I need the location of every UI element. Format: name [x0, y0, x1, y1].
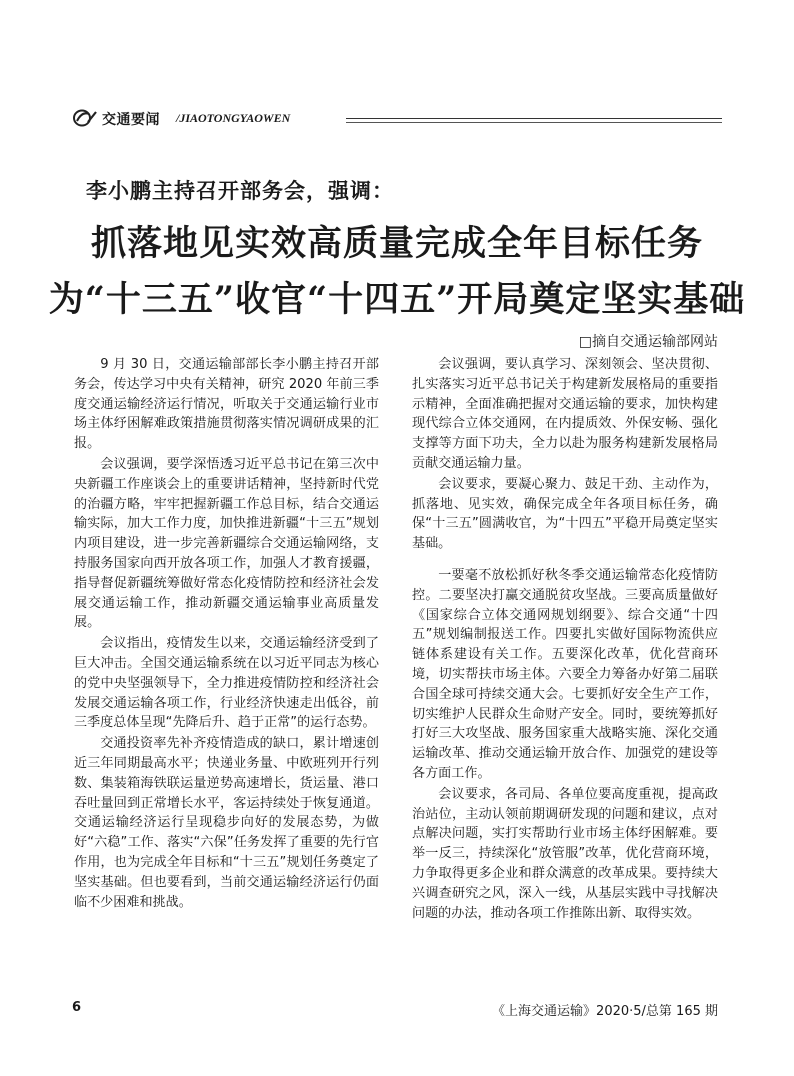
article-source: □摘自交通运输部网站 — [578, 334, 718, 350]
journal-logo-icon — [72, 109, 98, 127]
paragraph: 会议强调，要认真学习、深刻领会、坚决贯彻、扎实落实习近平总书记关于构建新发展格局的重要指示精神，全面准确把握对交通运输的要求，加快构建现代综合立体交通网，在内提质效、外保安畅、强化支撑等方面下功夫，全力以赴为服务构建新发展格局贡献交通运输力量。 — [412, 357, 718, 471]
headline-line-2: 为“十三五”收官“十四五”开局奠定坚实基础 — [48, 279, 746, 320]
paragraph: 会议要求，各司局、各单位要高度重视，提高政治站位，主动认领前期调研发现的问题和建议，点对点解决问题，实打实帮助行业市场主体纾困解难。要举一反三，持续深化“放管服”改革，优化营商环境，力争取得更多企业和群众满意的改革成果。要持续大兴调查研究之风，深入一线，从基层实践中寻找解决问题的办法，推动各项工作推陈出新、取得实效。 — [412, 786, 718, 921]
body-column-right — [412, 355, 718, 923]
header-rule — [346, 118, 722, 119]
paragraph: 会议指出，疫情发生以来，交通运输经济受到了巨大冲击。全国交通运输系统在以习近平同志为核心的党中央坚强领导下，全力推进疫情防控和经济社会发展交通运输各项工作，行业经济快速走出低谷，前三季度总体呈现“先降后升、趋于正常”的运行态势。 — [74, 636, 379, 731]
section-name-english: /JIAOTONGYAOWEN — [176, 111, 291, 125]
section-name: 交通要闻 — [102, 112, 160, 128]
paragraph: 交通投资率先补齐疫情造成的缺口，累计增速创近三年同期最高水平；快递业务量、中欧班列开行列数、集装箱海铁联运量逆势高速增长，货运量、港口吞吐量回到正常增长水平，客运持续处于恢复通道。交通运输经济运行呈现稳步向好的发展态势，为做好“六稳”工作、落实“六保”任务发挥了重要的先行官作用，也为完成全年目标和“十三五”规划任务奠定了坚实基础。但也要看到，当前交通运输经济运行仍面临不少困难和挑战。 — [74, 736, 379, 910]
page-number: 6 — [72, 1000, 82, 1015]
section-header — [72, 108, 722, 130]
paragraph: 9 月 30 日，交通运输部部长李小鹏主持召开部务会，传达学习中央有关精神，研究 2020 年前三季度交通运输经济运行情况，听取关于交通运输行业市场主体纾困解难政策措施贯彻落实情况调研成果的汇报。 — [74, 357, 379, 452]
header-rule-thin — [346, 122, 722, 123]
journal-footer: 《上海交通运输》2020·5/总第 165 期 — [492, 1004, 718, 1019]
body-column-left — [74, 355, 379, 912]
article-kicker: 李小鹏主持召开部务会，强调： — [86, 179, 394, 203]
paragraph: 会议要求，要凝心聚力、鼓足干劲、主动作为，抓落地、见实效，确保完成全年各项目标任务，确保“十三五”圆满收官，为“十四五”平稳开局奠定坚实基础。 — [412, 476, 718, 552]
headline-line-1: 抓落地见实效高质量完成全年目标任务 — [90, 223, 703, 264]
paragraph: 会议强调，要学深悟透习近平总书记在第三次中央新疆工作座谈会上的重要讲话精神，坚持新时代党的治疆方略，牢牢把握新疆工作总目标，结合交通运输实际，加大工作力度，加快推进新疆“十三五”规划内项目建设，进一步完善新疆综合交通运输网络，支持服务国家向西开放各项工作，加强人才教育援疆，指导督促新疆统筹做好常态化疫情防控和经济社会发展交通运输工作，推动新疆交通运输事业高质量发展。 — [74, 456, 379, 631]
paragraph: 一要毫不放松抓好秋冬季交通运输常态化疫情防控。二要坚决打赢交通脱贫攻坚战。三要高质量做好《国家综合立体交通网规划纲要》、综合交通“十四五”规划编制报送工作。四要扎实做好国际物流供应链体系建设有关工作。五要深化改革，优化营商环境，切实帮扶市场主体。六要全力筹备办好第二届联合国全球可持续交通大会。七要抓好安全生产工作，切实维护人民群众生命财产安全。同时，要统筹抓好打好三大攻坚战、服务国家重大战略实施、深化交通运输改革、推动交通运输开放合作、加强党的建设等各方面工作。 — [412, 567, 718, 781]
